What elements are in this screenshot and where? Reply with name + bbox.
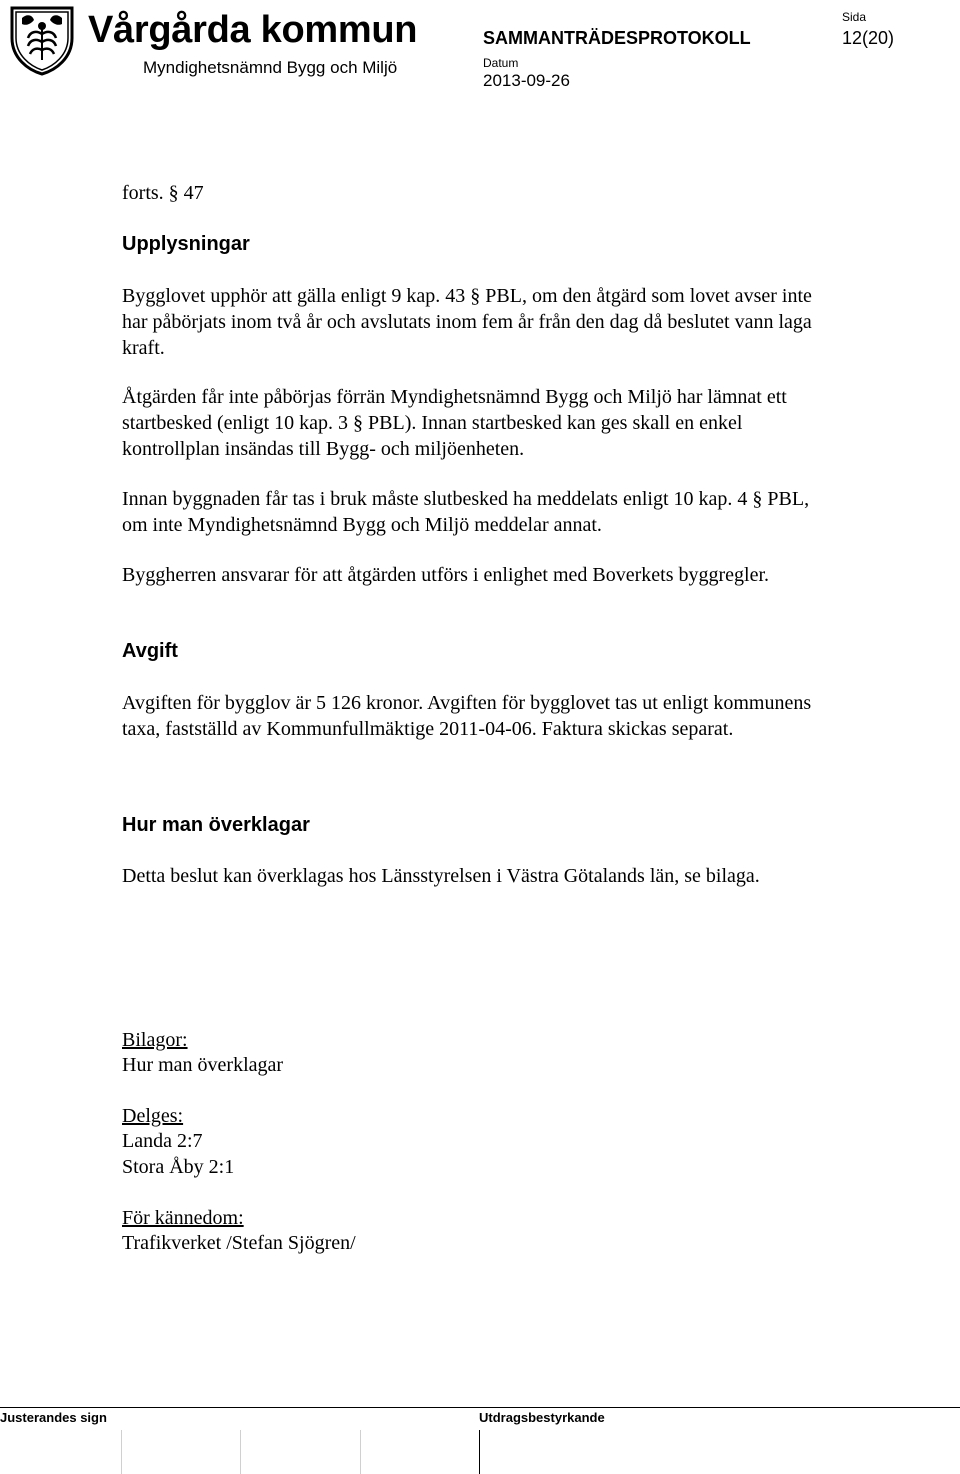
paragraph: Bygglovet upphör att gälla enligt 9 kap. 43 § PBL, om den åtgärd som lovet avser inte har påbörjats inom två år och avslutats inom fem år från den dag då beslutet vann laga kraft. — [122, 285, 812, 359]
avgift-text: Avgiften för bygglov är 5 126 kronor. Avgiften för bygglovet tas ut enligt kommunens taxa, fastställd av Kommunfullmäktige 2011-04-06. Faktura skickas separat. — [122, 692, 812, 740]
footer-divider — [0, 1407, 960, 1408]
delges-item: Landa 2:7 — [122, 1130, 203, 1152]
page-label: Sida — [842, 10, 867, 24]
for-kannedom-label: För kännedom: — [122, 1207, 244, 1229]
overklagar-heading: Hur man överklagar — [122, 814, 310, 836]
delges-label: Delges: — [122, 1105, 184, 1127]
signature-box-divider — [360, 1430, 361, 1474]
logo-wordmark: Vårgårda kommun — [88, 9, 418, 51]
overklagar-text: Detta beslut kan överklagas hos Länsstyrelsen i Västra Götalands län, se bilaga. — [122, 865, 760, 887]
upplysningar-heading: Upplysningar — [122, 233, 250, 255]
footer-justerandes-label: Justerandes sign — [0, 1410, 107, 1425]
delges-item: Stora Åby 2:1 — [122, 1156, 235, 1178]
signature-box-divider — [479, 1430, 480, 1474]
for-kannedom-item: Trafikverket /Stefan Sjögren/ — [122, 1232, 356, 1254]
page-number: 12(20) — [842, 28, 895, 48]
avgift-heading: Avgift — [122, 640, 178, 662]
org-name: Myndighetsnämnd Bygg och Miljö — [143, 58, 398, 77]
footer-utdrag-label: Utdragsbestyrkande — [479, 1410, 605, 1425]
document-type: SAMMANTRÄDESPROTOKOLL — [483, 28, 751, 48]
bilagor-label: Bilagor: — [122, 1029, 188, 1051]
signature-box-divider — [121, 1430, 122, 1474]
date-label: Datum — [483, 56, 519, 70]
continuation-label: forts. § 47 — [122, 182, 204, 204]
paragraph: Innan byggnaden får tas i bruk måste slutbesked ha meddelats enligt 10 kap. 4 § PBL, om inte Myndighetsnämnd Bygg och Miljö meddelar annat. — [122, 488, 810, 536]
date-value: 2013-09-26 — [483, 71, 570, 90]
paragraph: Åtgärden får inte påbörjas förrän Myndighetsnämnd Bygg och Miljö har lämnat ett startbesked (enligt 10 kap. 3 § PBL). Innan startbesked kan ges skall en enkel kontrollplan insändas till Bygg- och miljöenheten. — [122, 386, 787, 460]
paragraph: Byggherren ansvarar för att åtgärden utförs i enlighet med Boverkets byggregler. — [122, 564, 770, 586]
coat-of-arms-icon — [6, 4, 78, 76]
bilagor-item: Hur man överklagar — [122, 1054, 284, 1076]
signature-box-divider — [240, 1430, 241, 1474]
